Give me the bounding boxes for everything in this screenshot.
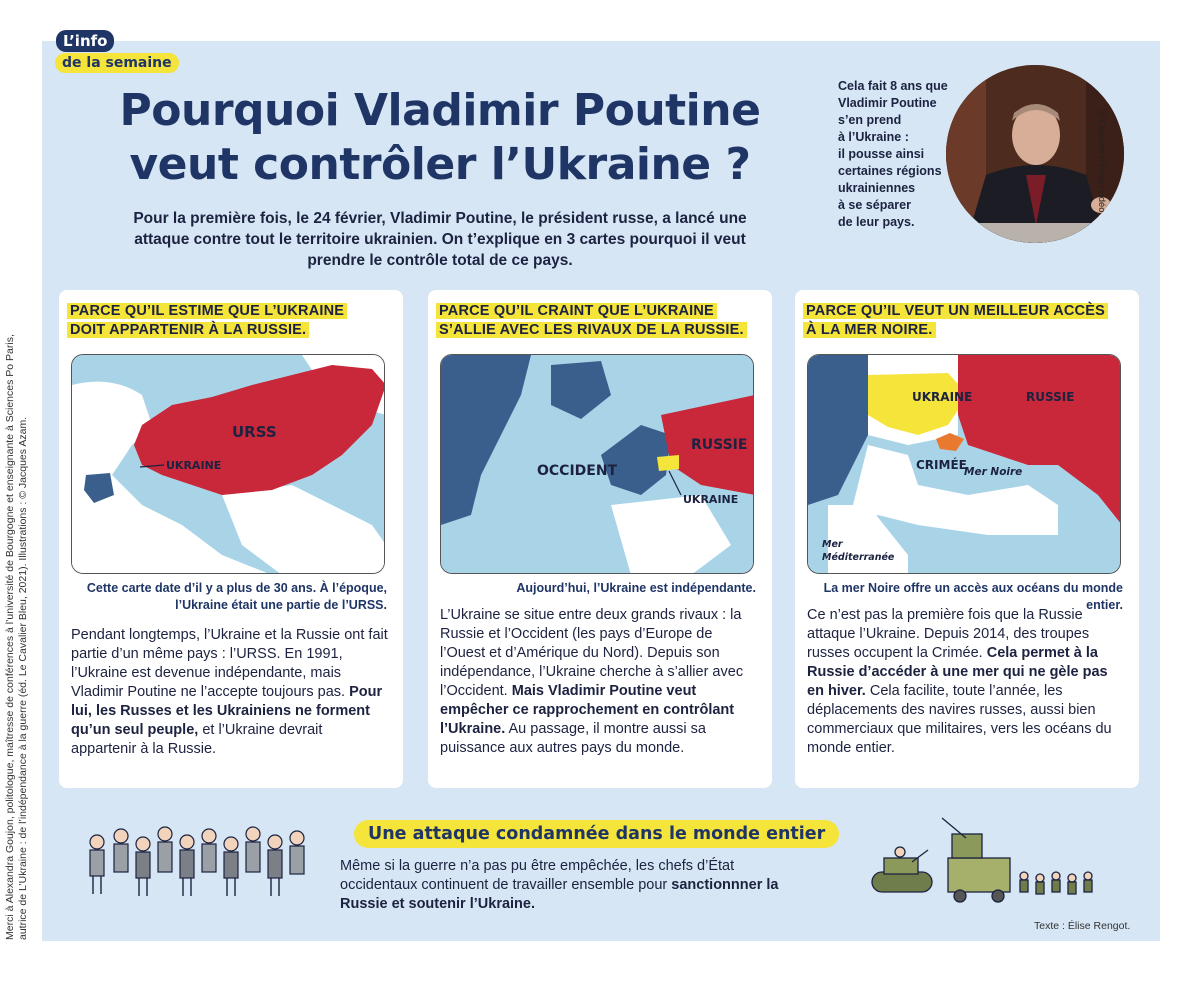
map-black-sea: [807, 354, 1121, 574]
page-title: Pourquoi Vladimir Poutine veut contrôler l’Ukraine ?: [119, 85, 761, 190]
bottom-heading: Une attaque condamnée dans le monde entier: [354, 820, 839, 848]
intro-text: Pour la première fois, le 24 février, Vladimir Poutine, le président russe, a lancé une attaque contre tout le territoire ukrainien. On t’explique en 3 cartes pourquoi il veut prendre le contrôle total de ce pays.: [133, 210, 747, 269]
bottom-text: Même si la guerre n’a pas pu être empêchée, les chefs d’État occidentaux continuent de travailler ensemble pour sanctionnner la Russie et soutenir l’Ukraine.: [340, 858, 779, 912]
card-black-sea: [795, 290, 1139, 788]
map-caption: Cette carte date d’il y a plus de 30 ans. À l’époque, l’Ukraine était une partie de l’URSS.: [86, 581, 387, 612]
card-ussr: [59, 290, 403, 788]
black-sea-label: Mer Noire: [964, 466, 1023, 478]
card-body: L’Ukraine se situe entre deux grands rivaux : la Russie et l’Occident (les pays d’Europe de l’Ouest et d’Amérique du Nord). Depuis son indépendance, l’Ukraine cherche à s’allier avec l’Occident. Mais Vladimir Poutine veut empêcher ce rapprochement en contrôlant l’Ukraine. Au passage, il montre aussi sa puissance aux autres pays du monde.: [440, 607, 744, 756]
russia-label: RUSSIE: [1026, 390, 1075, 404]
card-rivals: [428, 290, 772, 788]
map-ussr: [71, 354, 385, 574]
map-caption: La mer Noire offre un accès aux océans du monde entier.: [823, 581, 1123, 612]
credits-line-2: autrice de L’Ukraine : de l’indépendance à la guerre (éd. Le Cavalier Bleu, 2021). Illustrations : © Jacques Azam.: [17, 416, 29, 940]
crimea-label: CRIMÉE: [916, 458, 967, 472]
section-badge-top: L’info: [56, 30, 114, 52]
ukraine-label: UKRAINE: [166, 459, 222, 472]
med-sea-label-1: Mer: [822, 539, 843, 550]
russia-label: RUSSIE: [691, 437, 748, 453]
credits-line-1: Merci à Alexandra Goujon, politologue, maîtresse de conférences à l’université de Bourgogne et enseignante à Sciences Po Paris,: [4, 334, 16, 940]
section-badge-bottom: de la semaine: [55, 53, 179, 73]
photo-credit: © Capture d’écran vidéo.: [1096, 110, 1107, 216]
map-west-russia: [440, 354, 754, 574]
ukraine-label: UKRAINE: [683, 493, 739, 506]
card-heading: PARCE QU’IL VEUT UN MEILLEUR ACCÈS À LA MER NOIRE.: [803, 302, 1108, 340]
med-sea-label-2: Méditerranée: [822, 552, 895, 563]
card-heading: PARCE QU’IL CRAINT QUE L’UKRAINE S’ALLIE AVEC LES RIVAUX DE LA RUSSIE.: [436, 302, 747, 340]
card-body: Ce n’est pas la première fois que la Russie attaque l’Ukraine. Depuis 2014, des troupes russes occupent la Crimée. Cela permet à la Russie d’accéder à une mer qui ne gèle pas en hiver. Cela facilite, toute l’année, les déplacements des navires russes, aussi bien commerciaux que militaires, vers les océans du monde entier.: [807, 607, 1112, 756]
credits-vertical: [4, 40, 30, 940]
signature: Texte : Élise Rengot.: [1034, 920, 1131, 932]
card-body: Pendant longtemps, l’Ukraine et la Russie ont fait partie d’un même pays : l’URSS. En 1991, l’Ukraine est devenue indépendante, mais Vladimir Poutine ne l’accepte toujours pas. Pour lui, les Russes et les Ukrainiens ne forment qu’un seul peuple, et l’Ukraine devrait appartenir à la Russie.: [71, 627, 388, 757]
ukraine-territory: [657, 455, 679, 471]
tanks-illustration: [866, 812, 1106, 908]
ukraine-label: UKRAINE: [912, 390, 973, 404]
portrait-caption: Cela fait 8 ans que Vladimir Poutine s’en prend à l’Ukraine : il pousse ainsi certaines régions ukrainiennes à se séparer de leur pays.: [838, 79, 948, 229]
map-caption: Aujourd’hui, l’Ukraine est indépendante.: [516, 581, 756, 595]
card-heading: PARCE QU’IL ESTIME QUE L’UKRAINE DOIT APPARTENIR À LA RUSSIE.: [67, 302, 347, 340]
west-label: OCCIDENT: [537, 463, 618, 479]
crowd-illustration: [75, 822, 315, 902]
ussr-label: URSS: [232, 423, 277, 441]
